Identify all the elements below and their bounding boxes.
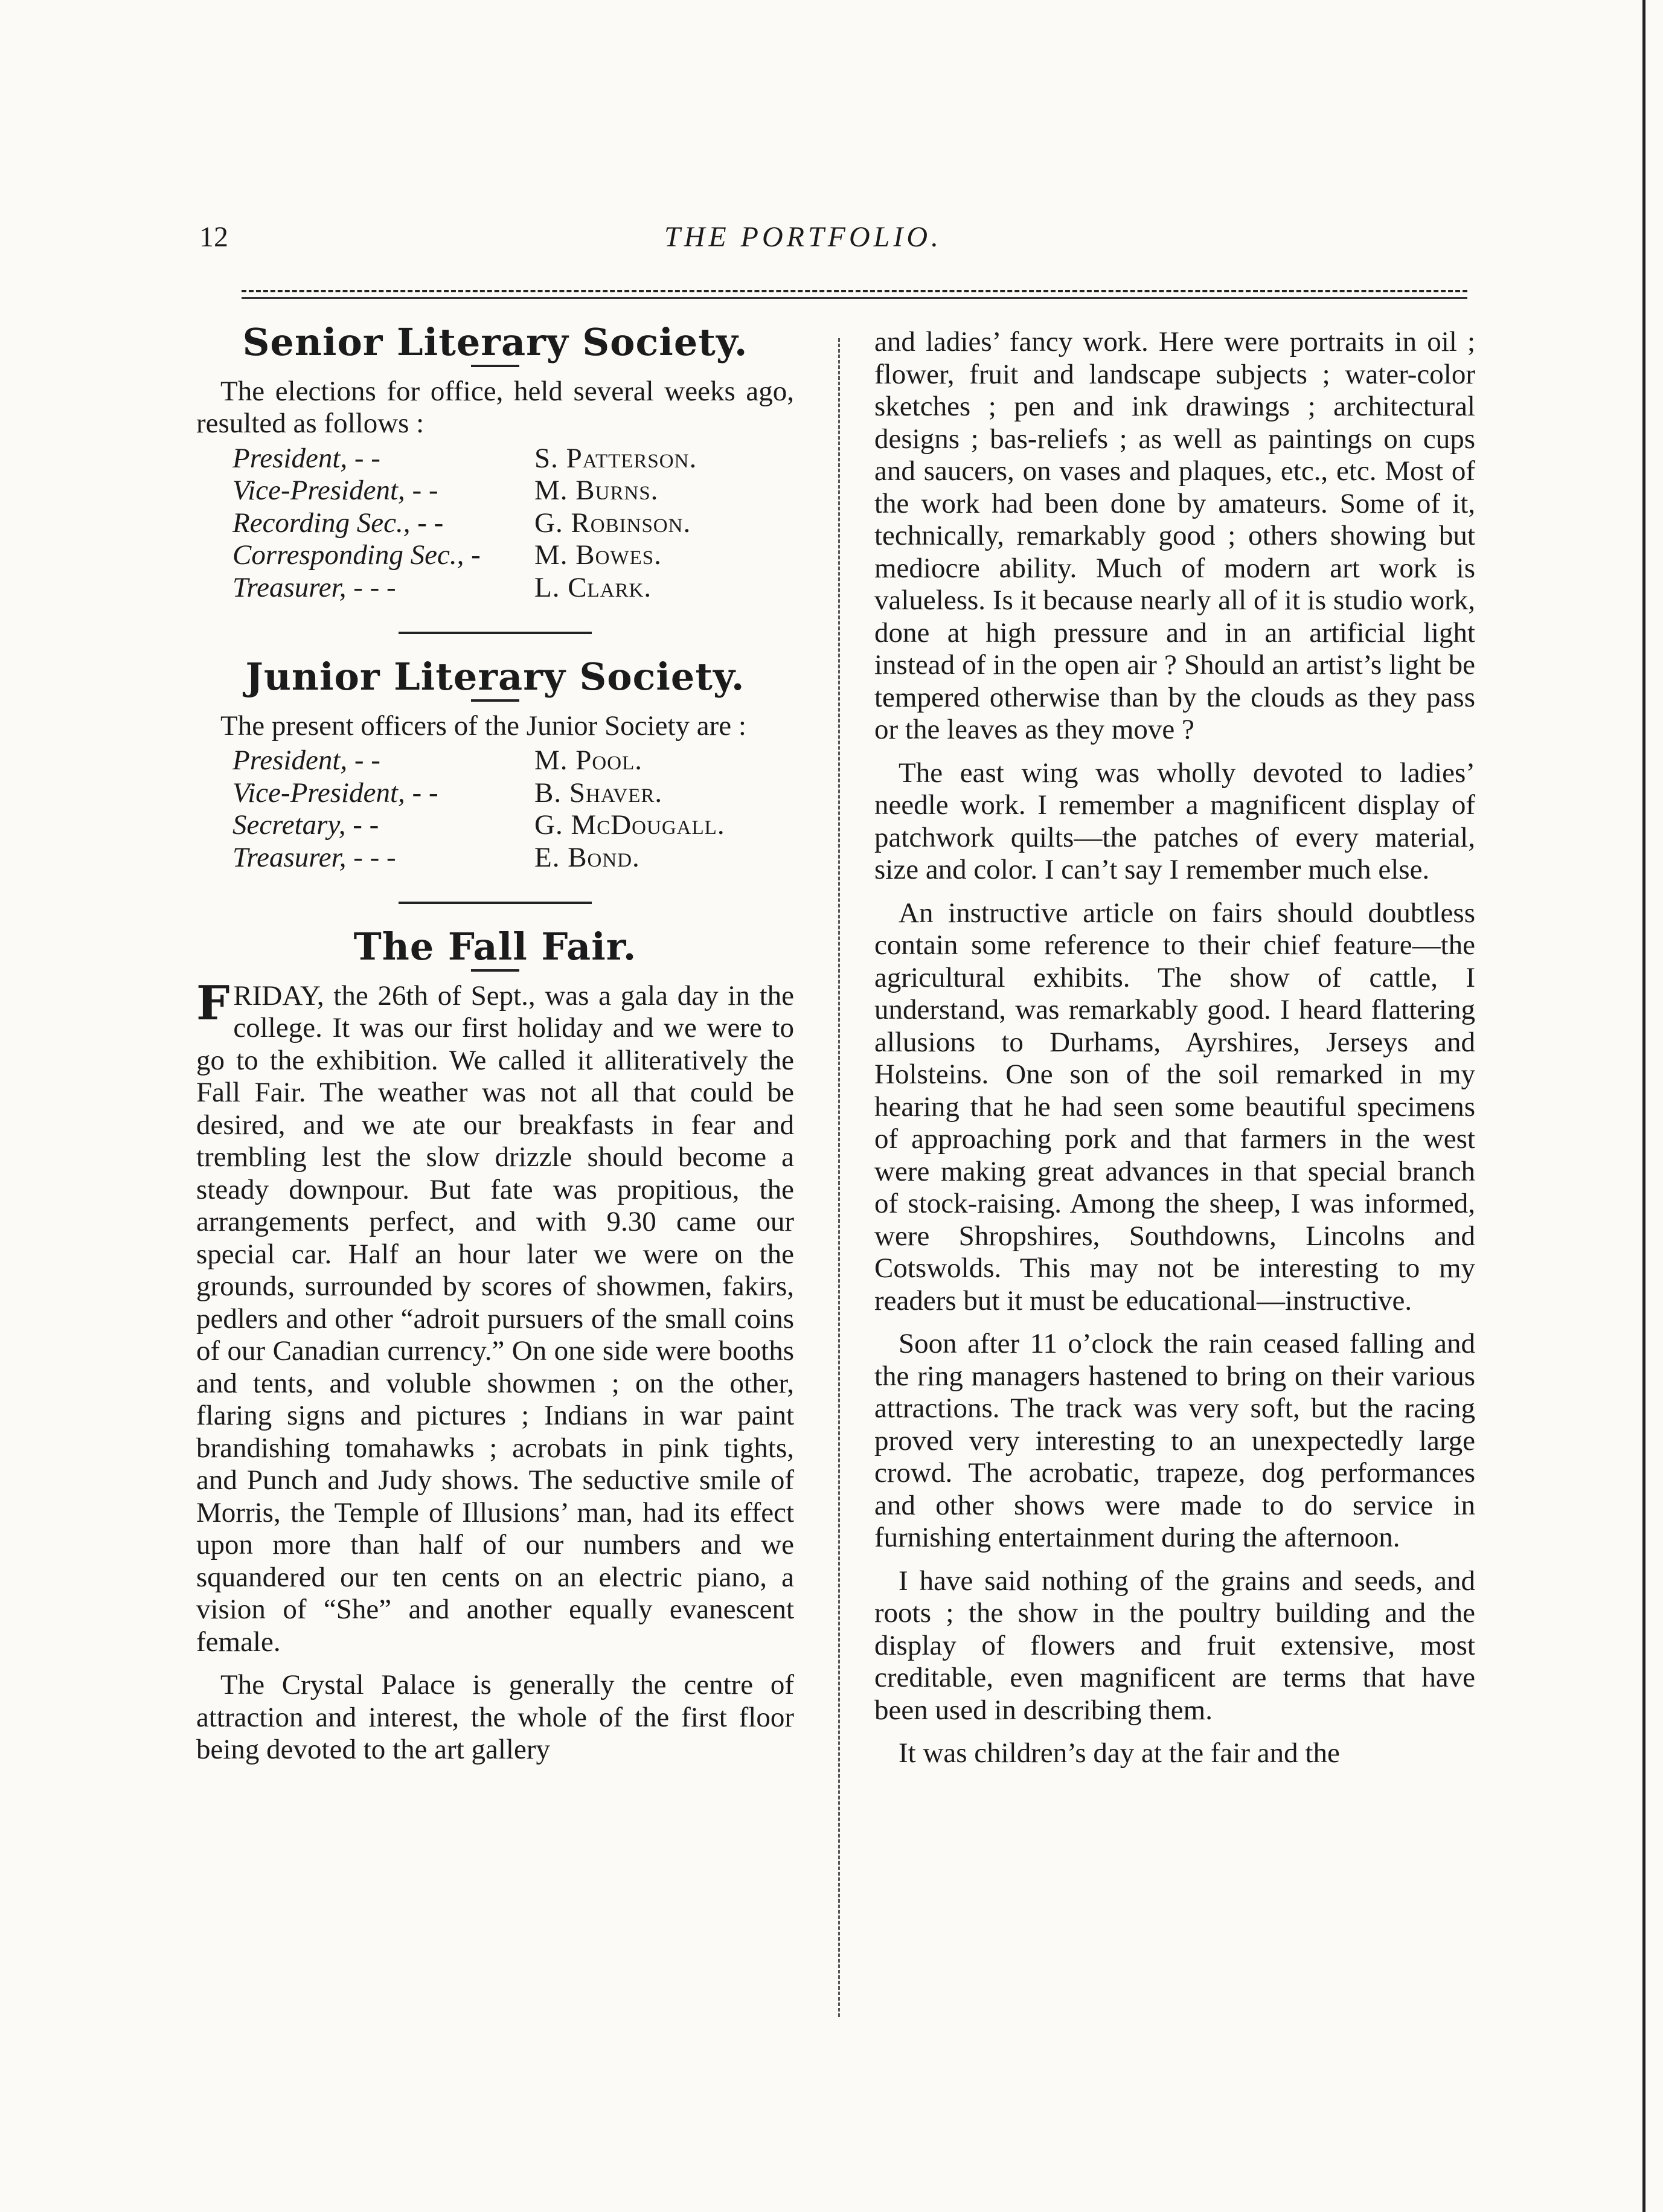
title-dash (471, 969, 519, 972)
officer-name: M. Pool. (534, 745, 643, 776)
fair-paragraph-4: An instructive article on fairs should doubtless contain some reference to their chief feature—the agricultural exhibits. The show of cattle, I understand, was remarkably good. I heard flattering allusions to Durhams, Ayrshires, Jerseys and Holsteins. One son of the soil remarked in my hearing that he had seen some beautiful specimens of approaching pork and that farmers in the west were making great advances in that special branch of stock-raising. Among the sheep, I was informed, were Shropshires, Southdowns, Lincolns and Cotswolds. This may not be interesting to my readers but it must be educational—instructive. (874, 897, 1475, 1316)
officer-row (232, 777, 794, 810)
fair-paragraph-7: It was children’s day at the fair and the (899, 1737, 1340, 1769)
officer-name: B. Shaver. (534, 777, 663, 809)
officer-title: Corresponding Sec., - (232, 539, 481, 571)
section-separator (399, 632, 592, 634)
fair-paragraph-1 (196, 975, 794, 1659)
officer-name: M. Burns. (534, 475, 659, 506)
page-number: 12 (199, 221, 228, 253)
officer-title: Vice-President, - - (232, 475, 438, 506)
title-dash (471, 699, 519, 702)
officer-row (232, 745, 794, 777)
officer-row (232, 443, 794, 475)
fair-paragraph-2-continued: and ladies’ fancy work. Here were portraits in oil ; flower, fruit and landscape subjects ; water-color sketches ; pen and ink drawings ; architectural designs ; bas-reliefs ; as well as paintings on cups and saucers, on vases and plaques, etc., etc. Most of the work had been done by amateurs. Some of it, technically, remarkably good ; others showing but mediocre ability. Much of modern art work is valueless. Is it because nearly all of it is studio work, done at high pressure and in an artificial light instead of in the open air ? Should an artist’s light be tempered otherwise than by the clouds as they pass or the leaves as they move ? (874, 326, 1475, 745)
drop-cap: F (196, 975, 230, 1031)
officer-title: Vice-President, - - (232, 777, 438, 809)
officer-title: Treasurer, - - - (232, 841, 396, 873)
officer-name: G. McDougall. (534, 809, 725, 841)
senior-officers-list (232, 443, 794, 604)
left-column (196, 320, 794, 1766)
officer-title: Recording Sec., - - (232, 507, 444, 539)
officer-title: President, - - (232, 442, 380, 474)
fair-paragraph-5: Soon after 11 o’clock the rain ceased falling and the ring managers hastened to bring on their various attractions. The track was very soft, but the racing proved very interesting to an unexpectedly large crowd. The acrobatic, trapeze, dog performances and other shows were made to do service in furnishing entertainment during the afternoon. (874, 1328, 1475, 1553)
officer-row (232, 539, 794, 572)
officer-name: L. Clark. (534, 571, 652, 603)
fall-fair-title: The Fall Fair. (353, 925, 637, 969)
fair-paragraph-3: The east wing was wholly devoted to ladies’ needle work. I remember a magnificent display of patchwork quilts—the patches of every material, size and color. I can’t say I remember much else. (874, 757, 1475, 885)
officer-name: G. Robinson. (534, 507, 691, 539)
officer-name: M. Bowes. (534, 539, 662, 571)
officer-row (232, 842, 794, 874)
page-edge-line (1642, 0, 1645, 2212)
header-rule (242, 290, 1467, 292)
senior-intro: The elections for office, held several weeks ago, resulted as follows : (196, 375, 794, 439)
officer-name: E. Bond. (534, 841, 640, 873)
officer-title: Treasurer, - - - (232, 571, 396, 603)
fair-paragraph-1-text: RIDAY, the 26th of Sept., was a gala day in the college. It was our first holiday and we were to go to the exhibition. We called it alliteratively the Fall Fair. The weather was not all that could be desired, and we ate our breakfasts in fear and trembling lest the slow drizzle should become a steady downpour. But fate was propitious, the arrangements perfect, and with 9.30 came our special car. Half an hour later we were on the grounds, surrounded by scores of showmen, fakirs, pedlers and other “adroit pursuers of the small coins of our Canadian currency.” On one side were booths and tents, and voluble showmen ; on the other, flaring signs and pictures ; Indians in war paint brandishing tomahawks ; acrobats in pink tights, and Punch and Judy shows. The seductive smile of Morris, the Temple of Illusions’ man, had its effect upon more than half of our numbers and we squandered our ten cents on an electric piano, a vision of “She” and another equally evanescent female. (196, 979, 794, 1658)
header-rule-solid (242, 297, 1467, 299)
junior-officers-list (232, 745, 794, 874)
junior-intro: The present officers of the Junior Society are : (220, 710, 746, 742)
column-divider (838, 338, 840, 2017)
section-separator (399, 902, 592, 904)
officer-title: President, - - (232, 745, 380, 776)
right-column (874, 326, 1475, 1770)
officer-row (232, 475, 794, 507)
officer-name: S. Patterson. (534, 442, 697, 474)
title-dash (471, 365, 519, 367)
officer-row (232, 507, 794, 540)
officer-title: Secretary, - - (232, 809, 379, 841)
running-title: THE PORTFOLIO. (664, 221, 943, 253)
fair-paragraph-2: The Crystal Palace is generally the centre of attraction and interest, the whole of the first floor being devoted to the art gallery (196, 1669, 794, 1765)
officer-row (232, 572, 794, 604)
senior-society-title: Senior Literary Society. (242, 320, 748, 364)
junior-society-title: Junior Literary Society. (245, 655, 745, 699)
officer-row (232, 809, 794, 842)
fair-paragraph-6: I have said nothing of the grains and seeds, and roots ; the show in the poultry building and the display of flowers and fruit extensive, most creditable, even magnificent are terms that have been used in describing them. (874, 1565, 1475, 1726)
